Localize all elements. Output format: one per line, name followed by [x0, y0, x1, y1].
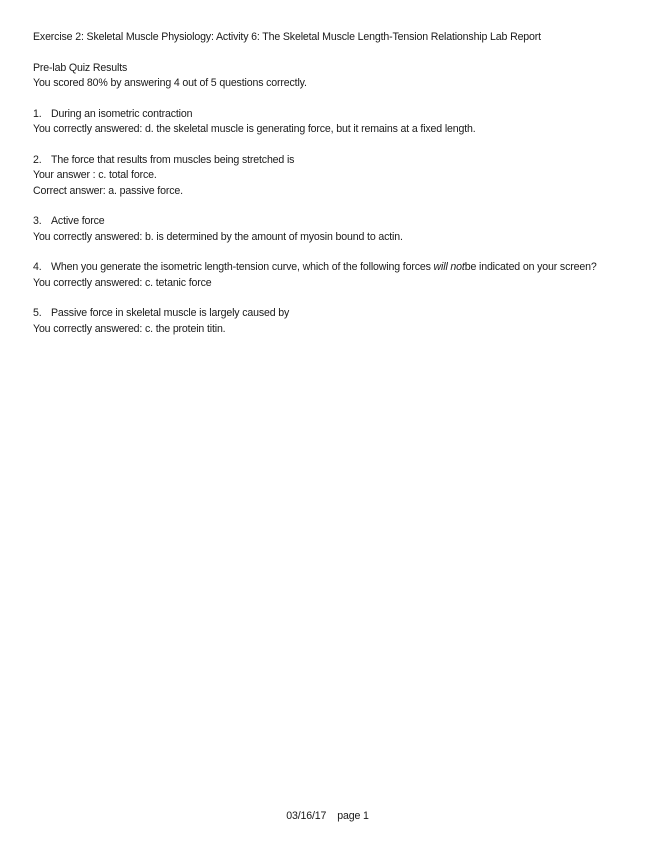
quiz-summary: [33, 61, 623, 92]
question-3: [33, 214, 623, 245]
question-text: Active force: [51, 215, 105, 227]
page-footer: [0, 809, 655, 823]
question-5-prompt: [33, 306, 623, 322]
question-text-after: be indicated on your screen?: [464, 261, 597, 273]
question-5-result: You correctly answered: c. the protein titin.: [33, 322, 226, 335]
question-4-result: You correctly answered: c. tetanic force: [33, 276, 212, 289]
question-4: [33, 260, 623, 291]
question-text: Passive force in skeletal muscle is largely caused by: [51, 307, 290, 319]
question-2-your-answer: Your answer : c. total force.: [33, 169, 157, 181]
footer-page-number: page 1: [337, 810, 369, 822]
question-number: 5.: [33, 307, 42, 319]
quiz-heading: Pre-lab Quiz Results: [33, 61, 128, 74]
question-text: The force that results from muscles being stretched is: [51, 153, 295, 166]
question-1: [33, 107, 623, 138]
question-number: 3.: [33, 215, 42, 227]
report-page: [33, 30, 623, 352]
question-number: 1.: [33, 107, 42, 120]
question-3-result: You correctly answered: b. is determined by the amount of myosin bound to actin.: [33, 230, 403, 243]
question-2-prompt: [33, 153, 623, 169]
question-text-emphasis: will not: [433, 261, 465, 273]
question-4-prompt: [33, 260, 623, 276]
report-title: Exercise 2: Skeletal Muscle Physiology: Activity 6: The Skeletal Muscle Length-Tension Relationship Lab Report: [33, 31, 541, 43]
question-number: 2.: [33, 153, 42, 166]
question-2-correct-answer: Correct answer: a. passive force.: [33, 184, 183, 197]
question-5: [33, 306, 623, 337]
question-1-result: You correctly answered: d. the skeletal muscle is generating force, but it remains at a fixed length.: [33, 123, 476, 135]
question-text-before: When you generate the isometric length-tension curve, which of the following forces: [51, 261, 434, 273]
footer-date: 03/16/17: [286, 810, 327, 822]
quiz-score: You scored 80% by answering 4 out of 5 questions correctly.: [33, 77, 307, 89]
question-2: [33, 153, 623, 200]
question-number: 4.: [33, 261, 42, 273]
question-text: During an isometric contraction: [51, 107, 193, 120]
question-3-prompt: [33, 214, 623, 230]
question-1-prompt: [33, 107, 623, 123]
